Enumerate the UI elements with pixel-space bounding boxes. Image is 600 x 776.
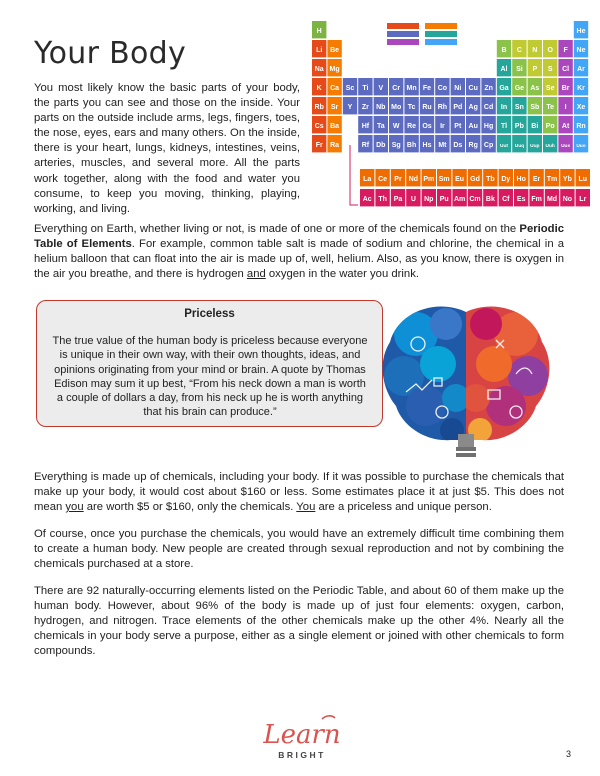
element-cell-nb xyxy=(374,97,388,114)
element-cell-pt xyxy=(451,116,465,133)
element-cell-uut xyxy=(497,135,511,152)
element-cell-ir xyxy=(435,116,449,133)
element-symbol: Ni xyxy=(454,85,462,92)
element-cell-mg xyxy=(327,59,341,76)
element-symbol: Db xyxy=(376,142,386,149)
logo-word: Learn xyxy=(263,720,341,750)
element-symbol: Nb xyxy=(376,104,386,111)
element-cell-bh xyxy=(404,135,418,152)
element-symbol: K xyxy=(316,85,322,92)
logo-flourish xyxy=(322,716,335,719)
underline-and: and xyxy=(246,268,266,281)
element-cell-rg xyxy=(466,135,480,152)
element-cell-os xyxy=(420,116,434,133)
element-cell-tm xyxy=(545,169,559,186)
element-symbol: At xyxy=(561,123,570,130)
element-cell-na xyxy=(312,59,326,76)
element-symbol: Gd xyxy=(470,176,480,183)
learn-bright-logo xyxy=(248,713,356,763)
element-symbol: N xyxy=(532,47,538,54)
element-symbol: Ca xyxy=(330,85,340,92)
element-cell-lu xyxy=(576,169,590,186)
element-symbol: Sc xyxy=(345,85,355,92)
element-cell-la xyxy=(360,169,374,186)
element-cell-br xyxy=(558,78,572,95)
element-symbol: Sm xyxy=(438,176,450,183)
element-cell-at xyxy=(558,116,572,133)
element-cell-rn xyxy=(574,116,588,133)
element-cell-rh xyxy=(435,97,449,114)
element-cell-uup xyxy=(528,135,542,152)
element-symbol: Lu xyxy=(578,176,588,183)
element-symbol: Ge xyxy=(514,85,525,92)
element-cell-no xyxy=(560,189,574,206)
element-symbol: Pr xyxy=(394,176,402,183)
element-cell-pb xyxy=(512,116,526,133)
element-cell-np xyxy=(422,189,436,206)
element-cell-co xyxy=(435,78,449,95)
element-cell-pm xyxy=(422,169,436,186)
element-symbol: Pu xyxy=(439,196,449,203)
element-symbol: Tm xyxy=(546,176,558,183)
element-cell-se xyxy=(543,78,557,95)
element-symbol: Cs xyxy=(314,123,324,130)
element-symbol: Tc xyxy=(407,104,416,111)
element-symbol: Pa xyxy=(393,196,403,203)
element-symbol: Ga xyxy=(499,85,509,92)
element-symbol: Rf xyxy=(361,142,370,149)
element-symbol: Md xyxy=(546,196,558,203)
element-symbol: Uuh xyxy=(545,144,555,149)
element-cell-be xyxy=(327,40,341,57)
element-symbol: Hf xyxy=(361,123,370,130)
element-symbol: Uuq xyxy=(514,144,525,149)
element-symbol: Cr xyxy=(392,85,401,92)
element-symbol: Kr xyxy=(577,85,585,92)
element-cell-uuh xyxy=(543,135,557,152)
f-block-connector xyxy=(350,145,358,205)
element-cell-sb xyxy=(528,97,542,114)
element-symbol: B xyxy=(501,47,507,54)
element-symbol: Cu xyxy=(468,85,478,92)
element-symbol: Cf xyxy=(502,196,510,203)
element-cell-th xyxy=(375,189,389,206)
underline-you: you xyxy=(65,501,84,514)
element-symbol: C xyxy=(516,47,522,54)
element-cell-sn xyxy=(512,97,526,114)
element-symbol: O xyxy=(547,47,553,54)
element-symbol: Np xyxy=(424,196,434,203)
element-symbol: Po xyxy=(545,123,555,130)
element-symbol: In xyxy=(500,104,508,111)
element-cell-mt xyxy=(435,135,449,152)
element-symbol: Fm xyxy=(531,196,542,203)
element-cell-cf xyxy=(499,189,513,206)
element-cell-he xyxy=(574,21,588,38)
element-symbol: Ac xyxy=(362,196,372,203)
element-cell-s xyxy=(543,59,557,76)
element-symbol: Er xyxy=(532,176,541,183)
element-cell-cr xyxy=(389,78,403,95)
element-cell-mo xyxy=(389,97,403,114)
element-symbol: Am xyxy=(453,196,466,203)
element-symbol: Ta xyxy=(376,123,385,130)
element-symbol: Bi xyxy=(531,123,539,130)
element-cell-k xyxy=(312,78,326,95)
element-cell-kr xyxy=(574,78,588,95)
element-cell-re xyxy=(404,116,418,133)
element-cell-cl xyxy=(558,59,572,76)
element-cell-w xyxy=(389,116,403,133)
element-symbol: Uut xyxy=(500,144,508,149)
element-cell-cs xyxy=(312,116,326,133)
element-symbol: Bh xyxy=(406,142,417,149)
element-symbol: Ds xyxy=(453,142,463,149)
element-cell-sr xyxy=(327,97,341,114)
element-symbol: Cd xyxy=(483,104,494,111)
element-symbol: Mt xyxy=(438,142,447,149)
element-symbol: No xyxy=(562,196,573,203)
element-cell-er xyxy=(529,169,543,186)
element-symbol: Ra xyxy=(330,142,340,149)
element-cell-tb xyxy=(483,169,497,186)
element-symbol: Na xyxy=(314,66,324,73)
periodic-table-graphic xyxy=(312,15,590,215)
element-symbol: Au xyxy=(468,123,478,130)
element-cell-h xyxy=(312,21,326,38)
element-symbol: Sn xyxy=(514,104,524,111)
element-symbol: La xyxy=(363,176,372,183)
element-cell-in xyxy=(497,97,511,114)
element-cell-te xyxy=(543,97,557,114)
bold-periodic-table: Periodic Table of Elements xyxy=(34,223,564,251)
callout-body: The true value of the human body is priceless because everyone is unique in their own way, with their own thoughts, ideas, and opinions originating from your mind or brain. A quote by Thomas Edison may sum it up best, “From his neck down a man is worth a couple of dollars a day, from his neck up he is worth anything that his brain can produce.” xyxy=(52,335,368,419)
element-cell-uuq xyxy=(512,135,526,152)
element-cell-tc xyxy=(404,97,418,114)
element-symbol: Be xyxy=(330,47,340,54)
element-symbol: Ar xyxy=(577,66,585,73)
element-symbol: Eu xyxy=(455,176,465,183)
element-cell-ar xyxy=(574,59,588,76)
element-cell-am xyxy=(452,189,466,206)
element-cell-cd xyxy=(481,97,495,114)
element-cell-es xyxy=(514,189,528,206)
element-cell-b xyxy=(497,40,511,57)
element-cell-ba xyxy=(327,116,341,133)
element-symbol: Se xyxy=(545,85,555,92)
element-cell-md xyxy=(545,189,559,206)
element-cell-cu xyxy=(466,78,480,95)
element-cell-ag xyxy=(466,97,480,114)
element-cell-tl xyxy=(497,116,511,133)
element-symbol: Pb xyxy=(514,123,524,130)
element-cell-sg xyxy=(389,135,403,152)
element-cell-eu xyxy=(452,169,466,186)
element-cell-ta xyxy=(374,116,388,133)
element-symbol: S xyxy=(547,66,553,73)
element-symbol: Ag xyxy=(468,104,478,111)
element-symbol: Fr xyxy=(315,142,323,149)
element-symbol: Os xyxy=(422,123,432,130)
element-symbol: Te xyxy=(546,104,555,111)
intro-paragraph: You most likely know the basic parts of your body, the parts you can see and those on the inside. Your parts on the outside include arms, legs, fingers, toes, the nose, eyes, ears and many others. On the inside, there is your heart, lungs, kidneys, intestines, veins, arteries, muscles, and several more. All the parts work together, along with the food and water you consume, to keep you moving, thinking, playing, working, and living. xyxy=(34,82,300,215)
element-cell-ra xyxy=(327,135,341,152)
element-cell-o xyxy=(543,40,557,57)
element-cell-sm xyxy=(437,169,451,186)
element-cell-u xyxy=(406,189,420,206)
element-cell-pa xyxy=(391,189,405,206)
element-symbol: Sg xyxy=(391,142,401,149)
element-symbol: Yb xyxy=(562,176,572,183)
element-symbol: Tl xyxy=(500,123,508,130)
element-symbol: Es xyxy=(516,196,526,203)
paragraph-everything-on-earth: Everything on Earth, whether living or not, is made of one or more of the chemicals found on the Periodic Table of Elements. For example, common table salt is made of sodium and chlorine, the chemical in a helium balloon that can float into the air is made up of, well, helium. Also, as you know, there is oxygen in the air you breathe, and there is hydrogen and oxygen in the water you drink. xyxy=(34,223,564,281)
element-symbol: Bk xyxy=(485,196,495,203)
element-symbol: Mn xyxy=(406,85,417,92)
element-symbol: Re xyxy=(407,123,417,130)
element-cell-po xyxy=(543,116,557,133)
element-symbol: Li xyxy=(316,47,323,54)
element-symbol: Zr xyxy=(361,104,369,111)
element-symbol: I xyxy=(564,104,567,111)
page-number: 3 xyxy=(566,749,572,759)
element-symbol: Ti xyxy=(362,85,369,92)
brain-stem xyxy=(458,434,474,448)
element-cell-uuo xyxy=(574,135,588,152)
element-symbol: Mg xyxy=(329,66,340,73)
element-symbol: Fe xyxy=(422,85,432,92)
periodic-legend xyxy=(387,23,457,45)
element-cell-rb xyxy=(312,97,326,114)
element-symbol: Br xyxy=(561,85,570,92)
element-symbol: Ho xyxy=(516,176,526,183)
element-symbol: Th xyxy=(378,196,387,203)
element-symbol: Ba xyxy=(330,123,340,130)
element-cell-yb xyxy=(560,169,574,186)
element-symbol: U xyxy=(410,196,416,203)
element-cell-ti xyxy=(358,78,372,95)
element-cell-bi xyxy=(528,116,542,133)
element-cell-hf xyxy=(358,116,372,133)
element-cell-ni xyxy=(451,78,465,95)
element-symbol: Sr xyxy=(330,104,339,111)
element-cell-ge xyxy=(512,78,526,95)
element-cell-xe xyxy=(574,97,588,114)
element-cell-zn xyxy=(481,78,495,95)
element-symbol: Mo xyxy=(391,104,402,111)
element-symbol: He xyxy=(576,28,586,35)
element-cell-db xyxy=(374,135,388,152)
element-symbol: Rh xyxy=(437,104,448,111)
priceless-callout xyxy=(36,300,383,427)
element-symbol: Rb xyxy=(314,104,324,111)
element-cell-pr xyxy=(391,169,405,186)
element-symbol: Cp xyxy=(483,142,494,149)
page-title: Your Body xyxy=(34,36,187,71)
element-cell-nd xyxy=(406,169,420,186)
element-cell-v xyxy=(374,78,388,95)
element-symbol: P xyxy=(532,66,538,73)
element-symbol: F xyxy=(563,47,568,54)
element-cell-li xyxy=(312,40,326,57)
element-symbol: Co xyxy=(437,85,448,92)
element-symbol: Rn xyxy=(576,123,586,130)
element-cell-gd xyxy=(468,169,482,186)
element-cell-zr xyxy=(358,97,372,114)
element-cell-pd xyxy=(451,97,465,114)
element-cell-sc xyxy=(343,78,357,95)
element-cell-uus xyxy=(558,135,572,152)
element-cell-pu xyxy=(437,189,451,206)
element-cell-ne xyxy=(574,40,588,57)
element-cell-fe xyxy=(420,78,434,95)
element-cell-ac xyxy=(360,189,374,206)
element-symbol: Cl xyxy=(562,66,570,73)
element-symbol: Al xyxy=(500,66,508,73)
element-symbol: Si xyxy=(516,66,523,73)
underline-you-capital: You xyxy=(296,501,316,514)
element-cell-c xyxy=(512,40,526,57)
element-symbol: Lr xyxy=(579,196,587,203)
element-symbol: Dy xyxy=(501,176,511,183)
element-symbol: Nd xyxy=(408,176,419,183)
element-symbol: Y xyxy=(347,104,353,111)
element-cell-al xyxy=(497,59,511,76)
callout-title: Priceless xyxy=(184,308,235,320)
element-symbol: Hg xyxy=(483,123,494,130)
paragraph-92-elements: There are 92 naturally-occurring elements listed on the Periodic Table, and about 60 of them make up the human body. However, about 96% of the body is made up of just four elements: oxygen, carbon, hydrogen, and nitrogen. Trace elements of the other chemicals make up the other 4%. Nearly all the chemicals in your body serve a purpose, either as a single element or joined with other chemicals to form compounds. xyxy=(34,585,564,658)
element-cell-ru xyxy=(420,97,434,114)
element-cell-au xyxy=(466,116,480,133)
paragraph-chemicals-cost: Everything is made up of chemicals, including your body. If it was possible to purchase the chemicals that make up your body, it would cost about $160 or less. Some estimates place it at just $5. This does not mean you are worth $5 or $160, only the chemicals. You are a priceless and unique person. xyxy=(34,471,564,514)
element-cell-y xyxy=(343,97,357,114)
element-symbol: Ru xyxy=(422,104,432,111)
element-cell-hg xyxy=(481,116,495,133)
element-cell-ga xyxy=(497,78,511,95)
logo-tagline: BRIGHT xyxy=(278,750,326,760)
element-cell-rf xyxy=(358,135,372,152)
element-cell-lr xyxy=(576,189,590,206)
element-cell-ca xyxy=(327,78,341,95)
element-cell-n xyxy=(528,40,542,57)
element-symbol: Pd xyxy=(453,104,463,111)
element-cell-si xyxy=(512,59,526,76)
element-symbol: Ce xyxy=(378,176,388,183)
element-symbol: Pm xyxy=(423,176,435,183)
paragraph-of-course: Of course, once you purchase the chemicals, you would have an extremely difficult time combining them to create a human body. New people are created through sexual reproduction and not by combining the chemicals purchased at a store. xyxy=(34,528,564,571)
element-cell-bk xyxy=(483,189,497,206)
element-symbol: Uus xyxy=(561,144,571,149)
element-cell-as xyxy=(528,78,542,95)
element-cell-p xyxy=(528,59,542,76)
element-cell-mn xyxy=(404,78,418,95)
element-symbol: W xyxy=(392,123,400,130)
element-cell-hs xyxy=(420,135,434,152)
element-symbol: Hs xyxy=(422,142,432,149)
element-cell-ho xyxy=(514,169,528,186)
element-symbol: Uup xyxy=(530,144,540,149)
element-cell-ce xyxy=(375,169,389,186)
element-cell-ds xyxy=(451,135,465,152)
element-cell-i xyxy=(558,97,572,114)
element-symbol: Pt xyxy=(454,123,462,130)
element-symbol: Ir xyxy=(440,123,445,130)
element-symbol: Xe xyxy=(576,104,586,111)
element-cell-fm xyxy=(529,189,543,206)
element-cell-cm xyxy=(468,189,482,206)
element-symbol: Tb xyxy=(486,176,495,183)
element-symbol: Cm xyxy=(469,196,481,203)
element-symbol: Ne xyxy=(576,47,586,54)
element-symbol: As xyxy=(530,85,540,92)
element-cell-fr xyxy=(312,135,326,152)
element-symbol: Rg xyxy=(468,142,478,149)
element-symbol: H xyxy=(316,28,322,35)
brain-illustration xyxy=(376,294,556,464)
element-cell-cp xyxy=(481,135,495,152)
element-symbol: V xyxy=(378,85,384,92)
element-cell-dy xyxy=(499,169,513,186)
element-symbol: Sb xyxy=(530,104,540,111)
element-symbol: Uuo xyxy=(576,144,586,149)
element-symbol: Zn xyxy=(484,85,493,92)
element-cell-f xyxy=(558,40,572,57)
